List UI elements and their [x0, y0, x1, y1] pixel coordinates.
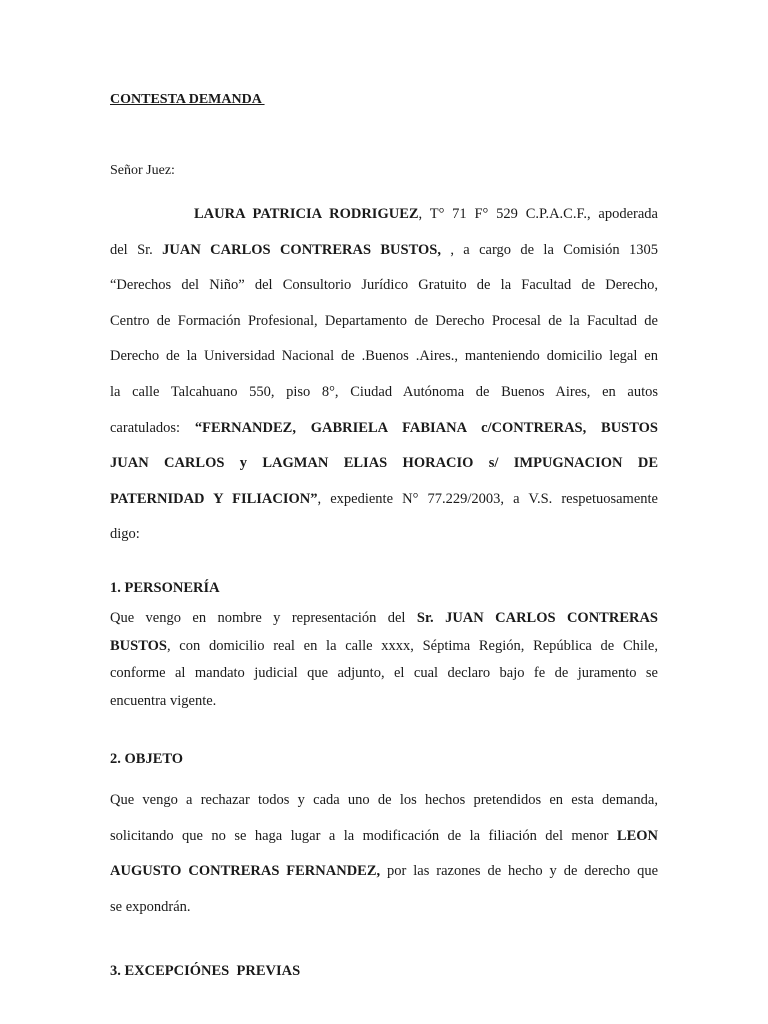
client-name: Sr. JUAN CARLOS CONTRERAS: [416, 610, 658, 626]
section-2-title: 2. OBJETO: [110, 751, 184, 767]
case-title-part-3: PATERNIDAD Y FILIACION”: [110, 490, 318, 507]
intro-text: del Sr.: [110, 241, 163, 258]
intro-text: caratulados:: [110, 419, 195, 436]
attorney-name: LAURA PATRICIA RODRIGUEZ: [194, 206, 419, 222]
section-1-line-1: [110, 605, 658, 633]
intro-paragraph: [110, 197, 658, 553]
section-2-line-3: [110, 854, 658, 890]
minor-name: LEON: [616, 827, 658, 844]
section-2-line-2: [110, 819, 658, 855]
section-text: por las razones de hecho y de derecho que: [380, 863, 658, 880]
salutation: Señor Juez:: [110, 163, 175, 178]
intro-line-3: “Derechos del Niño” del Consultorio Jurídico Gratuito de la Facultad de Derecho,: [110, 277, 658, 294]
case-title-part-2: JUAN CARLOS y LAGMAN ELIAS HORACIO s/ IMPUGNACION DE: [110, 455, 658, 472]
section-1-line-3: conforme al mandato judicial que adjunto, el cual declaro bajo fe de juramento se: [110, 665, 658, 681]
client-name: BUSTOS: [110, 637, 167, 654]
attorney-registration: , T° 71 F° 529 C.P.A.C.F., apoderada: [418, 206, 658, 222]
intro-line-9: [110, 482, 658, 518]
section-2-line-4: se expondrán.: [110, 898, 191, 915]
section-1-line-2: [110, 633, 658, 661]
intro-line-5: Derecho de la Universidad Nacional de .Buenos .Aires., manteniendo domicilio legal en: [110, 348, 658, 365]
section-text: solicitando que no se haga lugar a la modificación de la filiación del menor: [110, 827, 617, 844]
intro-line-7: [110, 411, 658, 447]
section-text: , con domicilio real en la calle xxxx, Séptima Región, República de Chile,: [166, 637, 658, 654]
section-2-body: [110, 783, 658, 925]
case-file-number: , expediente N° 77.229/2003, a V.S. respetuosamente: [317, 490, 658, 507]
section-1-body: [110, 605, 658, 715]
section-1-title: 1. PERSONERÍA: [110, 580, 220, 596]
section-text: Que vengo en nombre y representación del: [110, 610, 417, 626]
document-title: CONTESTA DEMANDA: [110, 92, 265, 107]
intro-line-8: [110, 446, 658, 482]
section-2-line-1: Que vengo a rechazar todos y cada uno de los hechos pretendidos en esta demanda,: [110, 792, 658, 808]
section-3-title: 3. EXCEPCIÓNES PREVIAS: [110, 963, 301, 979]
intro-line-6: la calle Talcahuano 550, piso 8°, Ciudad Autónoma de Buenos Aires, en autos: [110, 383, 658, 400]
intro-line-1: [110, 197, 658, 233]
case-title-part-1: “FERNANDEZ, GABRIELA FABIANA c/CONTRERAS, BUSTOS: [194, 419, 658, 436]
intro-line-4: Centro de Formación Profesional, Departamento de Derecho Procesal de la Facultad de: [110, 312, 658, 329]
minor-name: AUGUSTO CONTRERAS FERNANDEZ,: [110, 863, 381, 880]
intro-line-10: digo:: [110, 526, 140, 543]
section-1-line-4: encuentra vigente.: [110, 692, 217, 709]
intro-text: , a cargo de la Comisión 1305: [450, 241, 658, 258]
client-name: JUAN CARLOS CONTRERAS BUSTOS,: [162, 241, 451, 258]
intro-line-2: [110, 233, 658, 269]
